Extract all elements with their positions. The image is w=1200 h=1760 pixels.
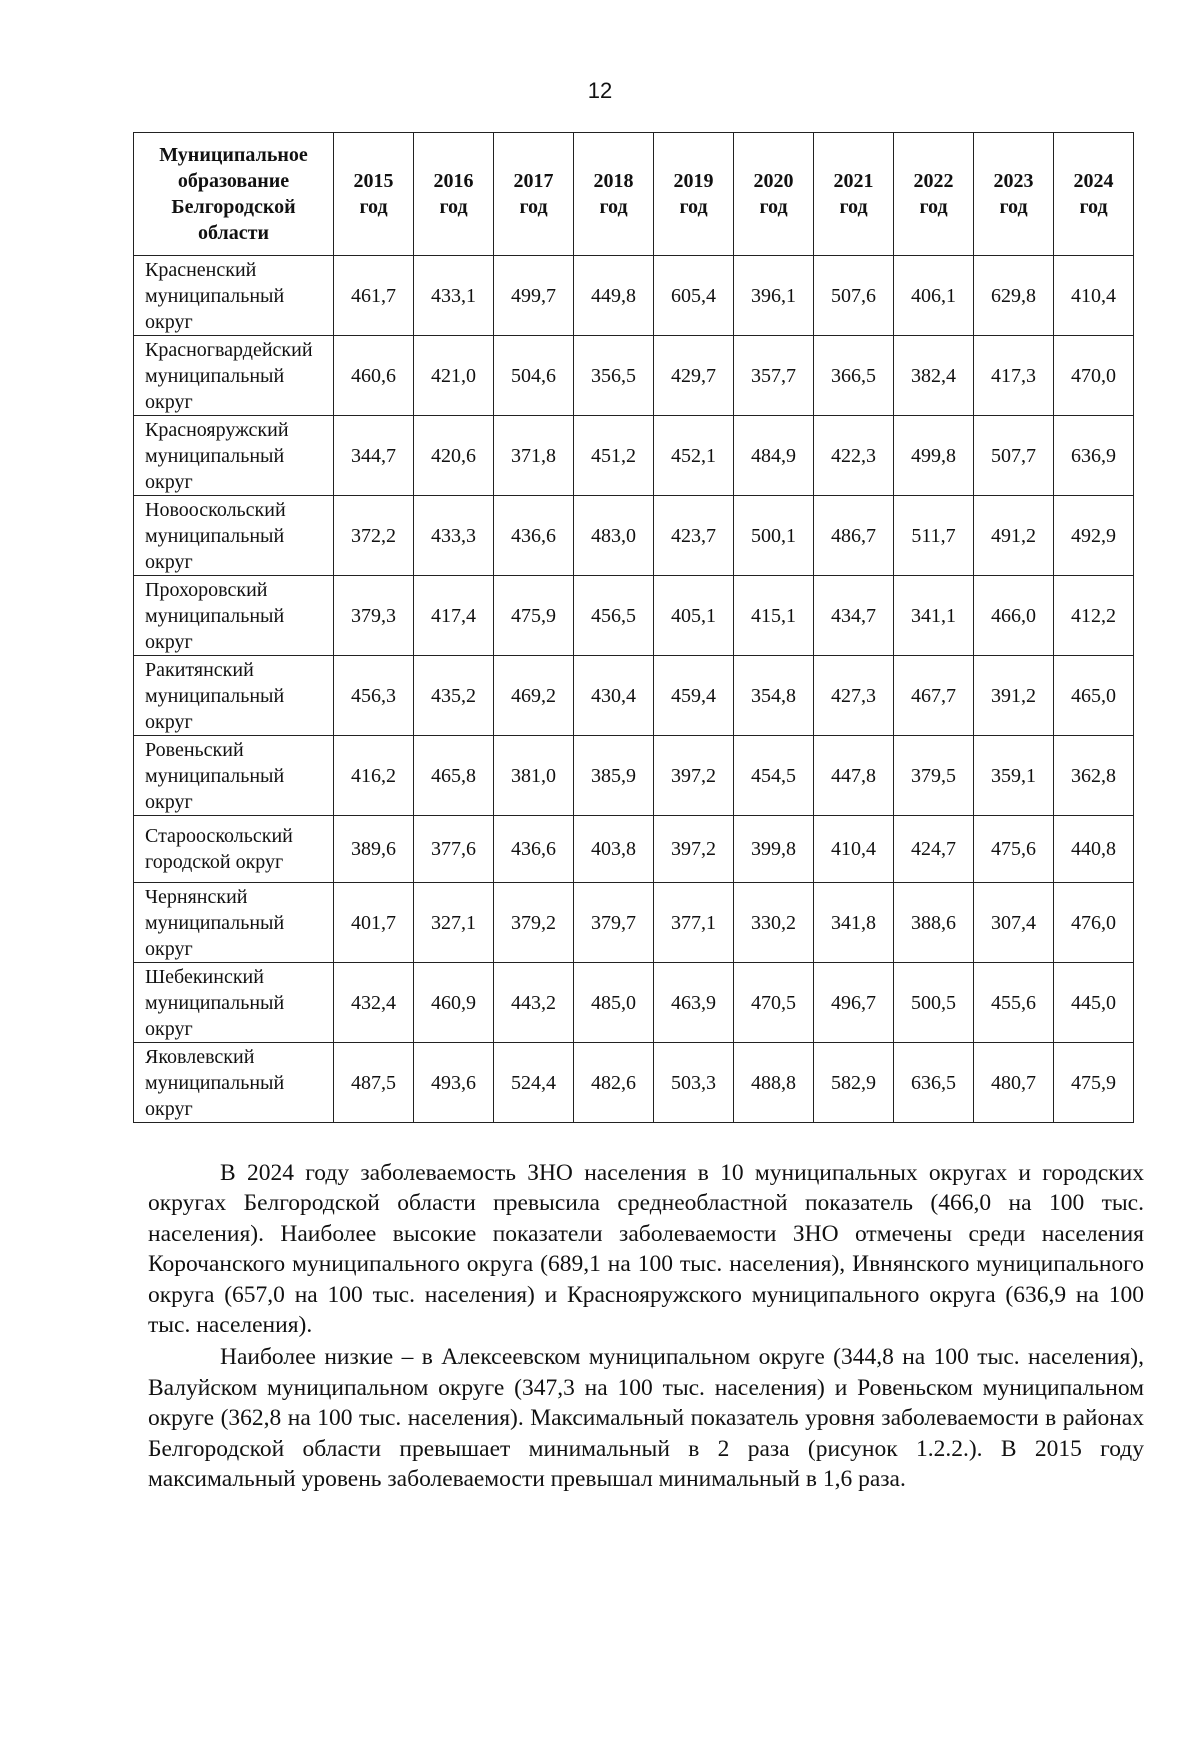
header-year-number: 2022 [913,170,954,192]
table-cell: 372,2 [334,496,414,576]
row-name: Краснояружский муниципальный округ [134,416,334,496]
table-row [134,656,1134,736]
header-year [974,133,1054,256]
row-name: Чернянский муниципальный округ [134,883,334,963]
table-cell: 427,3 [814,656,894,736]
paragraph: Наиболее низкие – в Алексеевском муниципальном округе (344,8 на 100 тыс. населения), Валуйском муниципальном округе (347,3 на 100 тыс. населения) и Ровеньском муниципальном округе (362,8 на 100 тыс. населения). Максимальный показатель уровня заболеваемости в районах Белгородской области превышает минимальный в 2 раза (рисунок 1.2.2.). В 2015 году максимальный уровень заболеваемости превышал минимальный в 1,6 раза. [148,1344,1144,1493]
table-cell: 483,0 [574,496,654,576]
table-cell: 460,6 [334,336,414,416]
table-row [134,256,1134,336]
table-cell: 456,5 [574,576,654,656]
table-cell: 507,6 [814,256,894,336]
page-number: 12 [587,78,613,103]
header-year [734,133,814,256]
table-cell: 451,2 [574,416,654,496]
header-year [334,133,414,256]
table-cell: 417,3 [974,336,1054,416]
table-cell: 391,2 [974,656,1054,736]
table-cell: 377,1 [654,883,734,963]
table-cell: 486,7 [814,496,894,576]
header-year-unit: год [999,196,1028,218]
table-cell: 443,2 [494,963,574,1043]
header-year [414,133,494,256]
table-row [134,963,1134,1043]
table-row [134,416,1134,496]
header-year [894,133,974,256]
table-cell: 507,7 [974,416,1054,496]
table-cell: 379,3 [334,576,414,656]
table-cell: 405,1 [654,576,734,656]
table-cell: 432,4 [334,963,414,1043]
table-cell: 410,4 [814,816,894,883]
table-row [134,576,1134,656]
header-year-unit: год [359,196,388,218]
header-year-unit: год [919,196,948,218]
table-cell: 357,7 [734,336,814,416]
table-cell: 499,7 [494,256,574,336]
header-year-number: 2017 [513,170,554,192]
table-cell: 406,1 [894,256,974,336]
table-cell: 493,6 [414,1043,494,1123]
table-cell: 469,2 [494,656,574,736]
row-name: Ракитянский муниципальный округ [134,656,334,736]
row-name: Красногвардейский муниципальный округ [134,336,334,416]
header-year-unit: год [439,196,468,218]
table-cell: 480,7 [974,1043,1054,1123]
header-year-number: 2024 [1073,170,1114,192]
header-year-number: 2020 [753,170,794,192]
row-name: Шебекинский муниципальный округ [134,963,334,1043]
table-cell: 359,1 [974,736,1054,816]
table-row [134,336,1134,416]
table-cell: 436,6 [494,816,574,883]
table-cell: 341,1 [894,576,974,656]
table-cell: 482,6 [574,1043,654,1123]
table-cell: 470,0 [1054,336,1134,416]
table-cell: 330,2 [734,883,814,963]
table-cell: 417,4 [414,576,494,656]
table-cell: 379,5 [894,736,974,816]
table-cell: 382,4 [894,336,974,416]
table-cell: 412,2 [1054,576,1134,656]
header-year-unit: год [1079,196,1108,218]
table-cell: 500,1 [734,496,814,576]
table-cell: 430,4 [574,656,654,736]
table-cell: 377,6 [414,816,494,883]
table-cell: 454,5 [734,736,814,816]
table-cell: 435,2 [414,656,494,736]
table-cell: 492,9 [1054,496,1134,576]
table-cell: 307,4 [974,883,1054,963]
table-cell: 429,7 [654,336,734,416]
table-cell: 416,2 [334,736,414,816]
header-year [574,133,654,256]
table-cell: 476,0 [1054,883,1134,963]
table-cell: 496,7 [814,963,894,1043]
table-cell: 582,9 [814,1043,894,1123]
table-cell: 422,3 [814,416,894,496]
row-name: Яковлевский муниципальный округ [134,1043,334,1123]
table-cell: 381,0 [494,736,574,816]
table-cell: 424,7 [894,816,974,883]
table-row [134,883,1134,963]
table-cell: 420,6 [414,416,494,496]
paragraph: В 2024 году заболеваемость ЗНО населения в 10 муниципальных округах и городских округах Белгородской области превысила среднеобластной показатель (466,0 на 100 тыс. населения). Наиболее высокие показатели заболеваемости ЗНО отмечены среди населения Корочанского муниципального округа (689,1 на 100 тыс. населения), Ивнянского муниципального округа (657,0 на 100 тыс. населения) и Краснояружского муниципального округа (636,9 на 100 тыс. населения). [148,1160,1144,1339]
table-cell: 449,8 [574,256,654,336]
table-cell: 436,6 [494,496,574,576]
table-cell: 397,2 [654,816,734,883]
table-cell: 459,4 [654,656,734,736]
table-cell: 475,9 [1054,1043,1134,1123]
table-cell: 475,9 [494,576,574,656]
table-cell: 500,5 [894,963,974,1043]
table-cell: 410,4 [1054,256,1134,336]
table-row [134,496,1134,576]
table-cell: 379,2 [494,883,574,963]
table-cell: 403,8 [574,816,654,883]
table-cell: 344,7 [334,416,414,496]
header-year-unit: год [679,196,708,218]
table-cell: 366,5 [814,336,894,416]
header-year [814,133,894,256]
row-name: Прохоровский муниципальный округ [134,576,334,656]
table-cell: 452,1 [654,416,734,496]
table-cell: 605,4 [654,256,734,336]
header-year-number: 2019 [673,170,714,192]
table-cell: 415,1 [734,576,814,656]
table-cell: 327,1 [414,883,494,963]
incidence-table [133,132,1134,1123]
header-year-unit: год [599,196,628,218]
table-cell: 629,8 [974,256,1054,336]
table-cell: 356,5 [574,336,654,416]
table-cell: 440,8 [1054,816,1134,883]
header-year-number: 2015 [353,170,394,192]
table-cell: 456,3 [334,656,414,736]
header-year-number: 2023 [993,170,1034,192]
table-cell: 524,4 [494,1043,574,1123]
row-name: Старооскольский городской округ [134,816,334,883]
table-cell: 504,6 [494,336,574,416]
header-year [654,133,734,256]
table-cell: 461,7 [334,256,414,336]
table-cell: 354,8 [734,656,814,736]
table-cell: 475,6 [974,816,1054,883]
header-year-unit: год [839,196,868,218]
table-cell: 388,6 [894,883,974,963]
table-cell: 491,2 [974,496,1054,576]
table-cell: 484,9 [734,416,814,496]
table-cell: 385,9 [574,736,654,816]
table-cell: 399,8 [734,816,814,883]
header-year-unit: год [519,196,548,218]
table-cell: 466,0 [974,576,1054,656]
table-cell: 465,8 [414,736,494,816]
table-cell: 636,5 [894,1043,974,1123]
table-header-row [134,133,1134,256]
table-cell: 433,3 [414,496,494,576]
table-row [134,816,1134,883]
table-cell: 447,8 [814,736,894,816]
table-cell: 401,7 [334,883,414,963]
table-cell: 379,7 [574,883,654,963]
header-year-number: 2021 [833,170,874,192]
table-cell: 488,8 [734,1043,814,1123]
table-cell: 341,8 [814,883,894,963]
table-cell: 362,8 [1054,736,1134,816]
table-cell: 371,8 [494,416,574,496]
table-cell: 421,0 [414,336,494,416]
table-row [134,736,1134,816]
table-cell: 467,7 [894,656,974,736]
table-cell: 397,2 [654,736,734,816]
table-cell: 465,0 [1054,656,1134,736]
header-year-number: 2018 [593,170,634,192]
header-year [494,133,574,256]
table-cell: 485,0 [574,963,654,1043]
table-cell: 389,6 [334,816,414,883]
header-year-number: 2016 [433,170,474,192]
table-cell: 455,6 [974,963,1054,1043]
table-cell: 470,5 [734,963,814,1043]
table-cell: 423,7 [654,496,734,576]
header-first-column: Муниципальное образование Белгородской области [134,133,334,256]
table-cell: 511,7 [894,496,974,576]
table-body [134,256,1134,1123]
row-name: Ровеньский муниципальный округ [134,736,334,816]
table-cell: 433,1 [414,256,494,336]
header-year-unit: год [759,196,788,218]
table-row [134,1043,1134,1123]
body-text [148,1158,1144,1496]
table-cell: 487,5 [334,1043,414,1123]
row-name: Новооскольский муниципальный округ [134,496,334,576]
header-year [1054,133,1134,256]
table-cell: 463,9 [654,963,734,1043]
table-cell: 396,1 [734,256,814,336]
table-cell: 434,7 [814,576,894,656]
row-name: Красненский муниципальный округ [134,256,334,336]
table-cell: 503,3 [654,1043,734,1123]
table-cell: 636,9 [1054,416,1134,496]
table-cell: 499,8 [894,416,974,496]
table-cell: 460,9 [414,963,494,1043]
table-cell: 445,0 [1054,963,1134,1043]
